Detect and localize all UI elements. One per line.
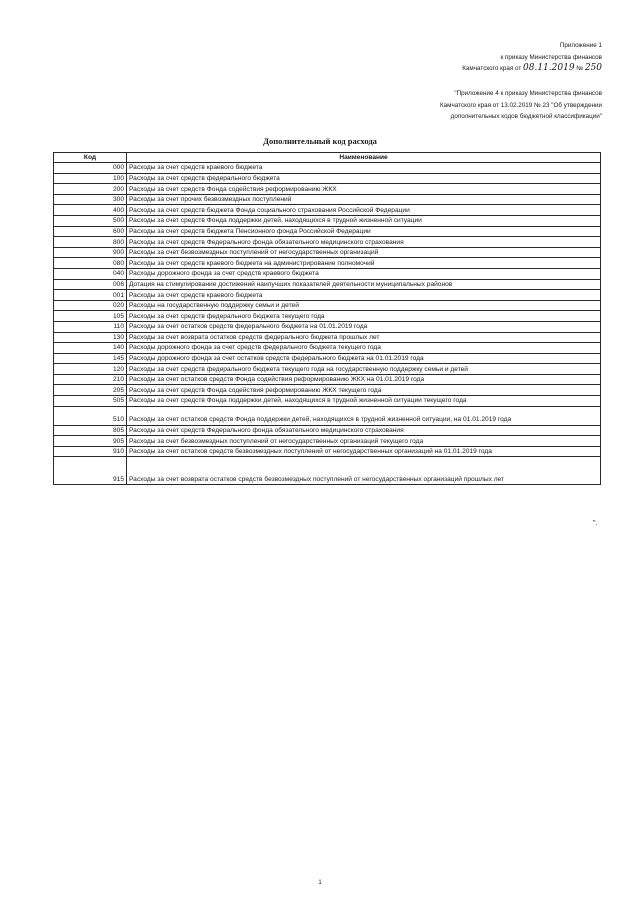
appendix-line [462, 63, 602, 75]
row-code: 600 [54, 226, 127, 237]
prior-order-reference [440, 88, 602, 123]
row-name: Расходы за счет прочих безвозмездных поступлений [127, 194, 601, 205]
table-row [54, 311, 601, 322]
table-row [54, 396, 601, 407]
table-row [54, 247, 601, 258]
page-number: 1 [318, 880, 322, 886]
row-name: Расходы за счет средств федерального бюджета текущего года на государственную поддержку семьи и детей [127, 364, 601, 375]
row-code: 120 [54, 364, 127, 375]
row-name: Расходы за счет средств краевого бюджета [127, 290, 601, 301]
appendix-line: Приложение 1 [559, 42, 602, 49]
row-code: 500 [54, 215, 127, 226]
row-name: Дотация на стимулирование достижений наилучших показателей деятельности муниципальных районов [127, 279, 601, 290]
row-name: Расходы дорожного фонда за счет средств федерального бюджета текущего года [127, 343, 601, 354]
row-code: 400 [54, 205, 127, 216]
table-row [54, 364, 601, 375]
row-name: Расходы на государственную поддержку семьи и детей [127, 300, 601, 311]
table-row [54, 290, 601, 301]
prior-order-line: "Приложение 4 к приказу Министерства финансов [454, 90, 602, 97]
closing-quote-mark: ". [593, 520, 598, 527]
row-name: Расходы за счет безвозмездных поступлений от негосударственных организаций [127, 247, 601, 258]
column-header-code: Код [54, 153, 127, 163]
table-row [54, 436, 601, 447]
table-row [54, 226, 601, 237]
row-name: Расходы за счет возврата остатков средств безвозмездных поступлений от негосударственных организаций прошлых лет [127, 457, 601, 485]
document-title: Дополнительный код расхода [263, 136, 377, 146]
row-name: Расходы за счет средств краевого бюджета [127, 163, 601, 174]
table-row [54, 184, 601, 195]
table-row [54, 173, 601, 184]
row-code: 300 [54, 194, 127, 205]
row-code: 100 [54, 173, 127, 184]
row-name: Расходы за счет остатков средств федерального бюджета на 01.01.2019 года [127, 321, 601, 332]
table-header-row [54, 153, 601, 163]
row-code: 110 [54, 321, 127, 332]
table-row [54, 279, 601, 290]
row-code: 800 [54, 237, 127, 248]
row-code: 040 [54, 268, 127, 279]
row-code: 145 [54, 353, 127, 364]
row-code: 905 [54, 436, 127, 447]
row-name: Расходы за счет остатков средств Фонда содействия реформированию ЖКХ на 01.01.2019 года [127, 374, 601, 385]
order-date: 08.11.2019 [523, 63, 575, 73]
row-code: 910 [54, 446, 127, 457]
row-name: Расходы за счет средств Фонда поддержки детей, находящихся в трудной жизненной ситуации текущего года [127, 396, 601, 407]
table-row [54, 205, 601, 216]
row-name: Расходы за счет средств Федерального фонда обязательного медицинского страхования [127, 425, 601, 436]
order-number-prefix: № [576, 65, 584, 72]
table-row [54, 163, 601, 174]
row-code: 001 [54, 290, 127, 301]
row-name: Расходы за счет остатков средств безвозмездных поступлений от негосударственных организаций на 01.01.2019 года [127, 446, 601, 457]
row-name: Расходы за счет средств федерального бюджета [127, 173, 601, 184]
table-body [54, 163, 601, 485]
row-code: 006 [54, 279, 127, 290]
table-row [54, 237, 601, 248]
table-row [54, 194, 601, 205]
row-code: 200 [54, 184, 127, 195]
appendix-line: к приказу Министерства финансов [500, 53, 602, 61]
row-code: 205 [54, 385, 127, 396]
column-header-name: Наименование [127, 153, 601, 163]
row-code: 020 [54, 300, 127, 311]
row-code: 510 [54, 406, 127, 425]
row-code: 805 [54, 425, 127, 436]
row-name: Расходы за счет средств бюджета Фонда социального страхования Российской Федерации [127, 205, 601, 216]
row-name: Расходы за счет средств федерального бюджета текущего года [127, 311, 601, 322]
row-name: Расходы за счет средств Фонда содействия реформированию ЖКХ текущего года [127, 385, 601, 396]
row-name: Расходы дорожного фонда за счет остатков средств федерального бюджета на 01.01.2019 года [127, 353, 601, 364]
order-number: 250 [584, 63, 602, 73]
table-row [54, 268, 601, 279]
table-row [54, 446, 601, 457]
row-name: Расходы за счет средств Федерального фонда обязательного медицинского страхования [127, 237, 601, 248]
row-name: Расходы за счет возврата остатков средств федерального бюджета прошлых лет [127, 332, 601, 343]
table-row [54, 353, 601, 364]
table-row [54, 406, 601, 425]
row-name: Расходы дорожного фонда за счет средств краевого бюджета [127, 268, 601, 279]
row-code: 210 [54, 374, 127, 385]
appendix-date-label: Камчатского края от [462, 65, 522, 72]
row-code: 105 [54, 311, 127, 322]
table-row [54, 332, 601, 343]
row-name: Расходы за счет безвозмездных поступлений от негосударственных организаций текущего года [127, 436, 601, 447]
row-name: Расходы за счет остатков средств Фонда поддержки детей, находящихся в трудной жизненной ситуации, на 01.01.2019 года [127, 406, 601, 425]
row-code: 000 [54, 163, 127, 174]
row-name: Расходы за счет средств бюджета Пенсионного фонда Российской Федерации [127, 226, 601, 237]
row-name: Расходы за счет средств Фонда поддержки детей, находящихся в трудной жизненной ситуации [127, 215, 601, 226]
appendix-header [462, 40, 602, 75]
row-code: 130 [54, 332, 127, 343]
row-code: 140 [54, 343, 127, 354]
table-row [54, 258, 601, 269]
row-code: 080 [54, 258, 127, 269]
expense-codes-table [53, 152, 601, 485]
table-row [54, 300, 601, 311]
table-row [54, 425, 601, 436]
prior-order-line: дополнительных кодов бюджетной классификации" [450, 113, 602, 120]
row-name: Расходы за счет средств краевого бюджета на администрирование полномочий [127, 258, 601, 269]
row-name: Расходы за счет средств Фонда содействия реформированию ЖКХ [127, 184, 601, 195]
prior-order-line: Камчатского края от 13.02.2019 № 23 "Об утверждении [440, 101, 602, 109]
row-code: 505 [54, 396, 127, 407]
table-row [54, 321, 601, 332]
table-row [54, 215, 601, 226]
table-row [54, 385, 601, 396]
row-code: 915 [54, 457, 127, 485]
table-row [54, 457, 601, 485]
row-code: 900 [54, 247, 127, 258]
table-row [54, 343, 601, 354]
table-row [54, 374, 601, 385]
